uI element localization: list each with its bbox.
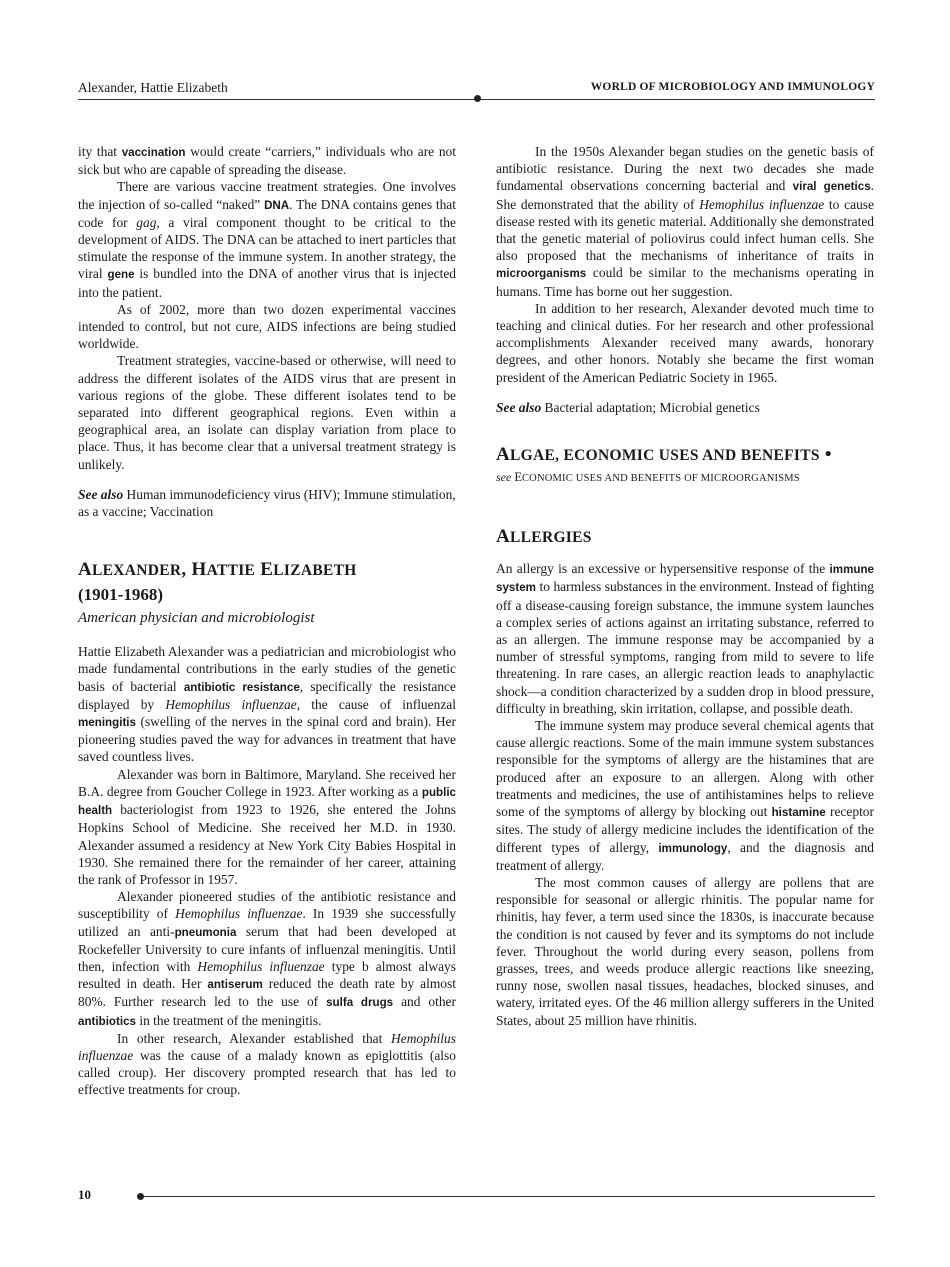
paragraph: Hattie Elizabeth Alexander was a pediatrician and microbiologist who made fundamental contributions in the early studies of the genetic basis of bacterial antibiotic resistance, specifically the resistance displayed by Hemophilus influenzae, the cause of influenzal meningitis (swelling of the nerves in the spinal cord and brain). Her pioneering studies paved the way for advances in treatment that have saved countless lives. [78,644,456,765]
paragraph: An allergy is an excessive or hypersensitive response of the immune system to harmless substances in the environment. Instead of fighting off a disease-causing foreign substance, the immune system launches a complex series of actions against an irritating substance, referred to as an allergen. The immune response may be accompanied by a number of stressful symptoms, ranging from mild to severe to life threatening. In rare cases, an allergic reaction leads to anaphylactic shock—a condition characterized by a sudden drop in blood pressure, difficulty in breathing, skin irritation, collapse, and possible death. [496,561,874,716]
header-entry-name: Alexander, Hattie Elizabeth [78,80,228,95]
cross-reference-link[interactable]: gene [107,268,135,282]
header-book-title: WORLD OF MICROBIOLOGY AND IMMUNOLOGY [590,81,875,93]
cross-reference-link[interactable]: viral genetics [792,180,871,194]
left-column [78,143,456,1099]
footer-rule [140,1196,875,1197]
entry-title-algae: ALGAE, ECONOMIC USES AND BENEFITS • [496,444,832,466]
paragraph: Treatment strategies, vaccine-based or otherwise, will need to address the different isolates of the AIDS virus that are present in various regions of the globe. These different isolates tend to be separated into different geographical regions. Even within a geographical area, an isolate can display variation from place to place. Thus, it has become clear that a universal treatment strategy is unlikely. [78,353,456,472]
paragraph: Alexander was born in Baltimore, Maryland. She received her B.A. degree from Goucher College in 1923. After working as a public health bacteriologist from 1923 to 1926, she entered the Johns Hopkins School of Medicine. She received her M.D. in 1930. Alexander assumed a residency at New York City Babies Hospital in 1930. She remained there for the remainder of her career, attaining the rank of Professor in 1957. [78,766,456,887]
page-footer [78,1187,875,1207]
see-also: See also Human immunodeficiency virus (HIV); Immune stimulation, as a vaccine; Vaccination [78,486,456,520]
cross-reference-link[interactable]: immune system [496,563,874,595]
paragraph: The immune system may produce several chemical agents that cause allergic reactions. Some of the main immune system substances responsible for the symptoms of allergy are the histamines that are produced after an exposure to an allergen. Along with other treatments and medicines, the use of antihistamines helps to relieve some of the symptoms of allergy by blocking out histamine receptor sites. The study of allergy medicine includes the identification of the different types of allergy, immunology, and the diagnosis and treatment of allergy. [496,718,875,873]
cross-reference-link[interactable]: immunology [658,841,728,855]
entry-dates: (1901-1968) [78,585,163,605]
cross-reference-link[interactable]: antibiotics [78,1014,136,1028]
see-also: See also Bacterial adaptation; Microbial genetics [496,399,760,415]
cross-reference-link[interactable]: vaccination [121,146,186,159]
entry-role: American physician and microbiologist [78,610,315,627]
cross-reference-link[interactable]: sulfa drugs [326,996,394,1010]
paragraph: The most common causes of allergy are pollens that are responsible for seasonal or allergic rhinitis. The popular name for rhinitis, hay fever, a term used since the 1830s, is inaccurate because the condition is not caused by fever and its symptoms do not include fever. Throughout the world during every season, pollens from grasses, trees, and weeds produce allergic reactions like sneezing, runny nose, swollen nasal tissues, headaches, blocked sinuses, and watery, irritated eyes. Of the 46 million allergy sufferers in the United States, about 25 million have rhinitis. [496,874,874,1028]
page-number: 10 [78,1187,91,1202]
paragraph: As of 2002, more than two dozen experimental vaccines intended to control, but not cure, AIDS infections are being studied worldwide. [78,301,456,352]
paragraph: In addition to her research, Alexander devoted much time to teaching and clinical duties. For her research and other professional accomplishments Alexander received many awards, honorary degrees, and other honors. Notably she became the first woman president of the American Pediatric Society in 1965. [496,300,874,385]
running-header [78,80,875,100]
paragraph: ity that vaccination would create “carriers,” individuals who are not sick but who are capable of spreading the disease. [78,144,456,178]
cross-reference-link[interactable]: histamine [771,806,826,820]
cross-reference-link[interactable]: public health [78,785,456,818]
entry-title: ALEXANDER, HATTIE ELIZABETH [78,559,357,581]
see-reference[interactable]: see ECONOMIC USES AND BENEFITS OF MICROORGANISMS [496,470,800,485]
cross-reference-link[interactable]: antibiotic resistance [183,680,300,694]
paragraph: In other research, Alexander established that Hemophilus influenzae was the cause of a malady known as epiglottitis (also called croup). Her discovery prompted research that has led to effective treatments for croup. [78,1030,456,1098]
cross-reference-link[interactable]: DNA [264,198,290,212]
cross-reference-link[interactable]: microorganisms [496,267,587,281]
entry-title-allergies: ALLERGIES [496,526,592,548]
header-bullet-icon [474,95,481,102]
cross-reference-link[interactable]: meningitis [78,716,136,730]
footer-bullet-icon [137,1193,144,1200]
cross-reference-link[interactable]: antiserum [207,978,263,992]
cross-reference-link[interactable]: pneumonia [174,925,237,939]
paragraph: There are various vaccine treatment strategies. One involves the injection of so-called “naked” DNA. The DNA contains genes that code for gag, a viral component thought to be critical to the development of AIDS. The DNA can be attached to inert particles that stimulate the response of the immune system. In another strategy, the viral gene is bundled into the DNA of another virus that is injected into the patient. [78,179,457,300]
right-column [496,143,874,1029]
paragraph: In the 1950s Alexander began studies on the genetic basis of antibiotic resistance. During the next two decades she made fundamental observations concerning bacterial and viral genetics. She demonstrated that the ability of Hemophilus influenzae to cause disease rested with its genetic material. Additionally she demonstrated that the genetic material of poliovirus could infect human cells. She also proposed that the mechanisms of inheritance of traits in microorganisms could be similar to the mechanisms operating in humans. Time has borne out her suggestion. [496,144,875,299]
paragraph: Alexander pioneered studies of the antibiotic resistance and susceptibility of Hemophilus influenzae. In 1939 she successfully utilized an anti-pneumonia serum that had been developed at Rockefeller University to cure infants of influenzal meningitis. Until then, infection with Hemophilus influenzae type b almost always resulted in death. Her antiserum reduced the death rate by almost 80%. Further research led to the use of sulfa drugs and other antibiotics in the treatment of the meningitis. [78,889,456,1028]
